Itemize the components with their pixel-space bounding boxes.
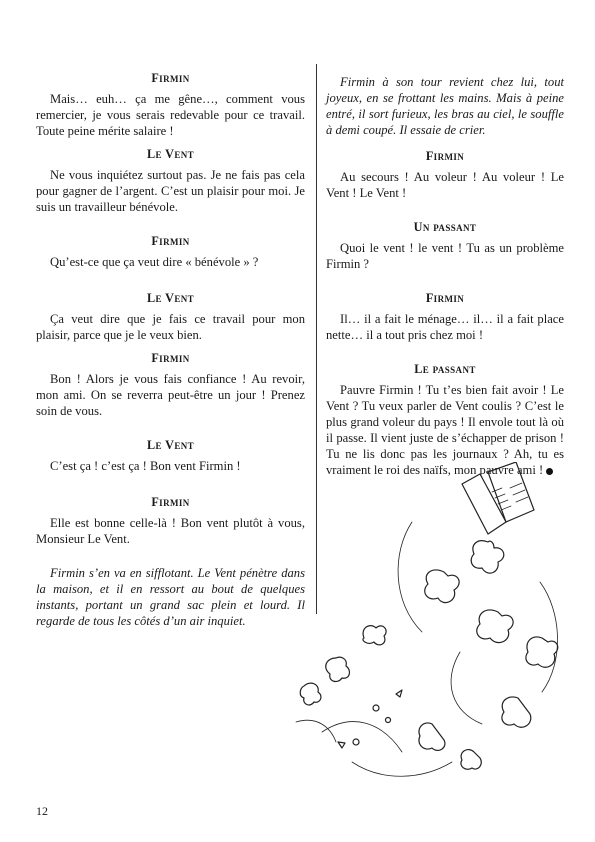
speaker-label: Un passant [413,220,477,234]
dialogue-line: Bon ! Alors je vous fais confiance ! Au revoir, mon ami. On se reverra peut-être un jour ! Prenez soin de vous. [36,372,305,418]
speaker-label: Firmin [151,495,190,509]
dialogue-line: Ça veut dire que je fais ce travail pour mon plaisir, parce que je le veux bien. [36,312,305,342]
speaker-label: Le passant [414,362,476,376]
newspapers-and-leaves-swirling-in-wind-icon [292,462,572,802]
speaker-label: Firmin [425,291,465,305]
dialogue-line: Qu’est-ce que ça veut dire « bénévole » ? [50,255,259,269]
speaker-label: Le Vent [146,438,195,452]
page-number: 12 [36,804,48,818]
speaker-label: Firmin [151,71,190,85]
speaker-label: Le Vent [146,147,195,161]
right-column [326,74,564,478]
speaker-label: Firmin [151,234,190,248]
dialogue-line: Il… il a fait le ménage… il… il a fait place nette… il a tout pris chez moi ! [326,312,564,342]
dialogue-line: Au secours ! Au voleur ! Au voleur ! Le Vent ! Le Vent ! [326,170,564,200]
speaker-label: Le Vent [146,291,195,305]
stage-direction: Firmin s’en va en sifflotant. Le Vent pénètre dans la maison, et il en ressort au bout de quelques instants, portant un grand sac plein et lourd. Il regarde de tous les côtés d’un air inquiet. [36,566,305,628]
left-column [36,70,305,629]
stage-direction: Firmin à son tour revient chez lui, tout joyeux, en se frottant les mains. Mais à peine entré, il sort furieux, les bras au ciel, le souffle à demi coupé. Il essaie de crier. [326,75,564,137]
dialogue-line: C’est ça ! c’est ça ! Bon vent Firmin ! [50,459,241,473]
dialogue-line: Elle est bonne celle-là ! Bon vent plutôt à vous, Monsieur Le Vent. [36,516,305,546]
dialogue-line: Mais… euh… ça me gêne…, comment vous remercier, je vous serais redevable pour ce travail. Toute peine mérite salaire ! [36,92,305,138]
speaker-label: Firmin [151,351,190,365]
speaker-label: Firmin [425,149,465,163]
dialogue-text: Pauvre Firmin ! Tu t’es bien fait avoir ! Le Vent ? Tu veux parler de Vent coulis ? C’est le plus grand voleur du pays ! Il envole tout là où il passe. Il vient juste de s’échapper de prison ! Tu ne lis donc pas les journaux ? Ah, tu es vraiment le roi des naïfs, mon pauvre ami ! [326,383,564,477]
dialogue-line: Quoi le vent ! le vent ! Tu as un problème Firmin ? [326,241,564,271]
dialogue-line: Ne vous inquiétez surtout pas. Je ne fais pas cela pour gagner de l’argent. C’est un plaisir pour moi. Je suis un travailleur bénévole. [36,168,305,214]
